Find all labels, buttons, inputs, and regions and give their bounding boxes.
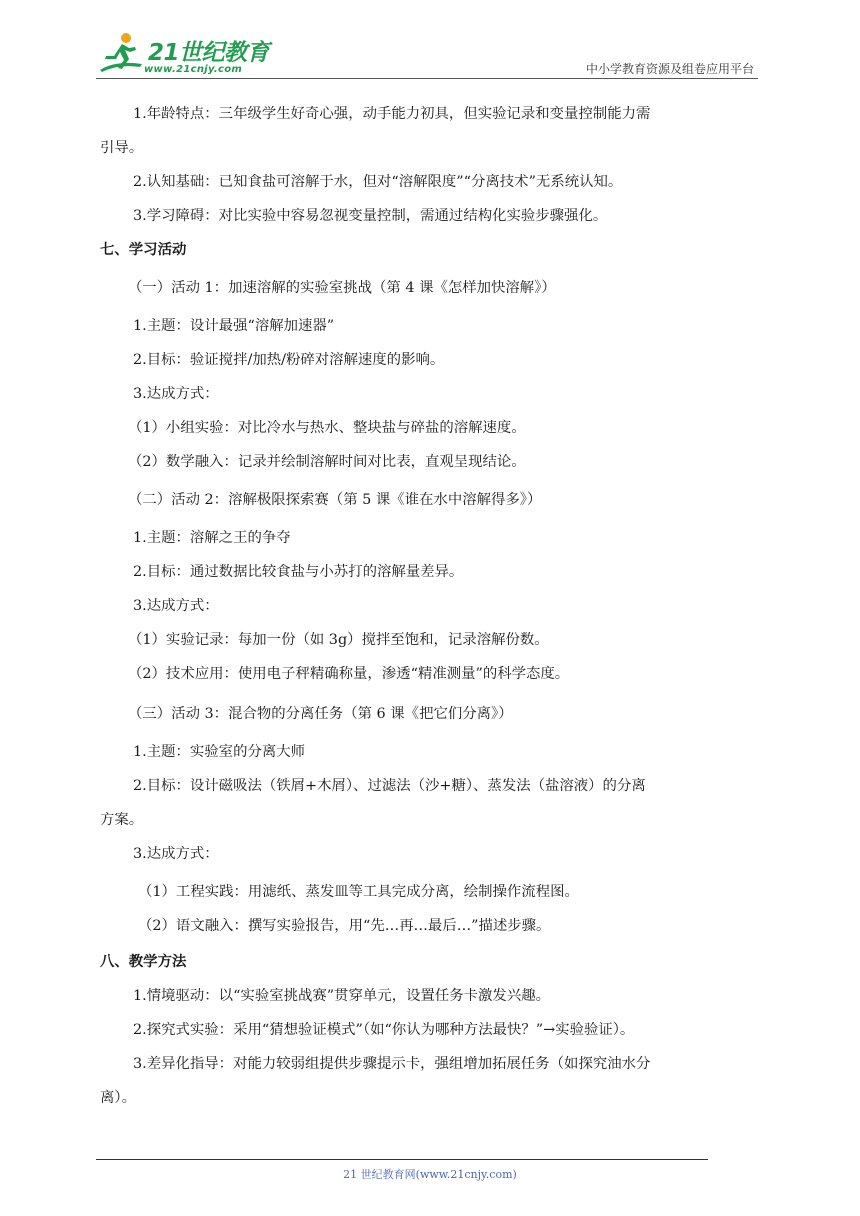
subsection-heading: （一）活动 1：加速溶解的实验室挑战（第 4 课《怎样加快溶解》）: [128, 280, 556, 296]
section-heading: 八、教学方法: [100, 954, 187, 970]
paragraph-line: 3.达成方式：: [133, 386, 219, 402]
section-heading: 七、学习活动: [100, 242, 187, 258]
paragraph-line: 3.学习障碍：对比实验中容易忽视变量控制，需通过结构化实验步骤强化。: [133, 208, 608, 224]
page-header: [96, 28, 758, 80]
runner-logo-icon: [96, 30, 146, 76]
header-divider: [96, 78, 758, 79]
paragraph-line: 2.探究式实验：采用“猜想验证模式”（如“你认为哪种方法最快？”→实验验证）。: [133, 1022, 635, 1038]
header-site-slogan: 中小学教育资源及组卷应用平台: [585, 62, 754, 76]
paragraph-line: 1.年龄特点：三年级学生好奇心强，动手能力初具，但实验记录和变量控制能力需: [133, 106, 651, 122]
paragraph-line: 1.主题：设计最强“溶解加速器”: [133, 318, 335, 334]
paragraph-line: 2.目标：通过数据比较食盐与小苏打的溶解量差异。: [133, 564, 464, 580]
paragraph-line: （1）小组实验：对比冷水与热水、整块盐与碎盐的溶解速度。: [128, 420, 526, 436]
subsection-heading: （二）活动 2：溶解极限探索赛（第 5 课《谁在水中溶解得多》）: [128, 492, 542, 508]
paragraph-line: 2.目标：验证搅拌/加热/粉碎对溶解速度的影响。: [133, 352, 445, 368]
logo-text: 21世纪教育: [148, 40, 270, 66]
paragraph-line: 3.达成方式：: [133, 598, 219, 614]
paragraph-line: （2）技术应用：使用电子秤精确称量，渗透“精准测量”的科学态度。: [128, 666, 570, 682]
paragraph-line: 引导。: [100, 140, 144, 156]
site-logo[interactable]: [96, 28, 316, 78]
footer-link[interactable]: 21 世纪教育网(www.21cnjy.com): [343, 1168, 517, 1181]
paragraph-line: 2.目标：设计磁吸法（铁屑+木屑）、过滤法（沙+糖）、蒸发法（盐溶液）的分离: [133, 778, 646, 794]
paragraph-line: （2）语文融入：撰写实验报告，用“先…再…最后…”描述步骤。: [138, 918, 551, 934]
subsection-heading: （三）活动 3：混合物的分离任务（第 6 课《把它们分离》）: [128, 706, 513, 722]
paragraph-line: 离）。: [100, 1090, 136, 1106]
paragraph-line: 方案。: [100, 812, 144, 828]
paragraph-line: 3.达成方式：: [133, 846, 219, 862]
logo-url: www.21cnjy.com: [144, 64, 243, 75]
paragraph-line: （1）工程实践：用滤纸、蒸发皿等工具完成分离，绘制操作流程图。: [138, 884, 579, 900]
footer-divider: [96, 1159, 708, 1160]
paragraph-line: （2）数学融入：记录并绘制溶解时间对比表，直观呈现结论。: [128, 454, 526, 470]
paragraph-line: 1.主题：实验室的分离大师: [133, 744, 306, 760]
paragraph-line: 1.主题：溶解之王的争夺: [133, 530, 291, 546]
paragraph-line: 1.情境驱动：以“实验室挑战赛”贯穿单元，设置任务卡激发兴趣。: [133, 988, 550, 1004]
paragraph-line: 2.认知基础：已知食盐可溶解于水，但对“溶解限度”“分离技术”无系统认知。: [133, 174, 623, 190]
paragraph-line: 3.差异化指导：对能力较弱组提供步骤提示卡，强组增加拓展任务（如探究油水分: [133, 1056, 651, 1072]
paragraph-line: （1）实验记录：每加一份（如 3g）搅拌至饱和，记录溶解份数。: [128, 632, 549, 648]
